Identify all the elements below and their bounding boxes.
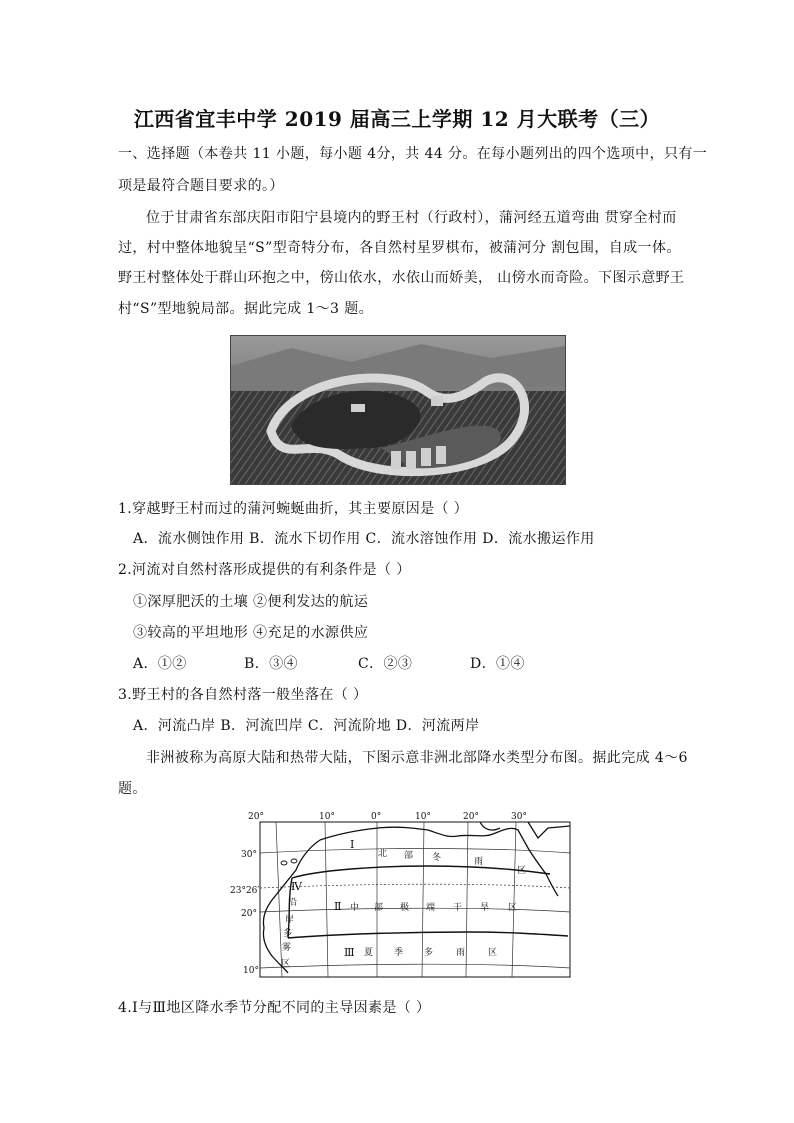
region2-char: 干: [453, 903, 463, 913]
lon-label: 10°: [319, 812, 335, 822]
q2-option-b: B．③④: [244, 656, 298, 672]
region3-char: 夏: [364, 948, 374, 958]
q2-items-line2: ③较高的平坦地形 ④充足的水源供应: [133, 625, 369, 641]
north-africa-precipitation-map: [228, 808, 573, 990]
s-landform-photo: [230, 335, 566, 485]
region4-char: 多: [283, 929, 293, 939]
region1-char: 区: [517, 866, 527, 876]
region1-char: 冬: [432, 853, 442, 863]
passage1-line2: 过，村中整体地貌呈“S”型奇特分布，各自然村星罗棋布，被蒲河分 割包围，自成一体。: [118, 240, 681, 256]
lon-label: 20°: [463, 812, 479, 822]
region3-char: 季: [394, 948, 404, 958]
passage2-line2: 题。: [118, 781, 147, 797]
region3-char: 区: [488, 948, 498, 958]
q3-stem: 3.野王村的各自然村落一般坐落在（ ）: [118, 687, 368, 703]
q2-option-c: C．②③: [358, 656, 413, 672]
passage1-line1: 位于甘肃省东部庆阳市阳宁县境内的野王村（行政村），蒲河经五道弯曲 贯穿全村而: [146, 210, 677, 226]
page-title: 江西省宜丰中学 2019 届高三上学期 12 月大联考（三）: [133, 107, 661, 131]
region4-numeral: Ⅳ: [291, 880, 302, 893]
q1-stem: 1.穿越野王村而过的蒲河蜿蜒曲折，其主要原因是（ ）: [118, 501, 469, 517]
aerial-image: [231, 336, 565, 484]
lon-label: 10°: [415, 812, 431, 822]
region1-numeral: Ⅰ: [350, 838, 355, 851]
section-heading-line2: 项是最符合题目要求的。）: [118, 178, 284, 194]
q1-options: A．流水侧蚀作用 B．流水下切作用 C．流水溶蚀作用 D．流水搬运作用: [133, 531, 595, 547]
region2-char: 部: [374, 903, 384, 913]
lat-label: 10°: [243, 966, 259, 976]
q2-option-a: A．①②: [133, 656, 187, 672]
lat-label: 23°26′: [230, 886, 260, 896]
region3-char: 雨: [456, 948, 466, 958]
region3-numeral: Ⅲ: [344, 946, 355, 959]
region2-char: 中: [350, 903, 360, 913]
region4-char: 雾: [282, 943, 292, 953]
passage1-line3: 野王村整体处于群山环抱之中，傍山依水，水依山而娇美， 山傍水而奇险。下图示意野王: [118, 270, 685, 286]
region3-char: 多: [424, 948, 434, 958]
section-heading-line1: 一、选择题（本卷共 11 小题，每小题 4分，共 44 分。在每小题列出的四个选项中，只有一: [118, 146, 708, 162]
lat-label: 20°: [241, 909, 257, 919]
q2-option-d: D．①④: [470, 656, 525, 672]
region4-char: 岸: [285, 915, 295, 925]
lat-label: 30°: [241, 850, 257, 860]
region1-char: 北: [378, 849, 388, 859]
region4-char: 区: [281, 959, 291, 969]
lon-label: 30°: [511, 812, 527, 822]
passage1-line4: 村“S”型地貌局部。据此完成 1～3 题。: [118, 301, 374, 317]
region1-char: 雨: [474, 857, 484, 867]
region2-char: 端: [426, 903, 436, 913]
region2-char: 旱: [480, 903, 490, 913]
lon-label: 0°: [371, 812, 382, 822]
q4-stem: 4.Ⅰ与Ⅲ地区降水季节分配不同的主导因素是（ ）: [118, 1000, 431, 1016]
lon-label: 20°: [248, 812, 264, 822]
region4-char: 沿: [288, 898, 298, 908]
q3-options: A．河流凸岸 B．河流凹岸 C．河流阶地 D．河流两岸: [133, 718, 480, 734]
region2-char: 区: [508, 903, 518, 913]
region1-char: 部: [404, 851, 414, 861]
q2-stem: 2.河流对自然村落形成提供的有利条件是（ ）: [118, 562, 411, 578]
q2-items-line1: ①深厚肥沃的土壤 ②便利发达的航运: [133, 594, 369, 610]
region2-numeral: Ⅱ: [334, 900, 342, 913]
passage2-line1: 非洲被称为高原大陆和热带大陆，下图示意非洲北部降水类型分布图。据此完成 4～6: [146, 750, 688, 766]
region2-char: 极: [400, 903, 410, 913]
